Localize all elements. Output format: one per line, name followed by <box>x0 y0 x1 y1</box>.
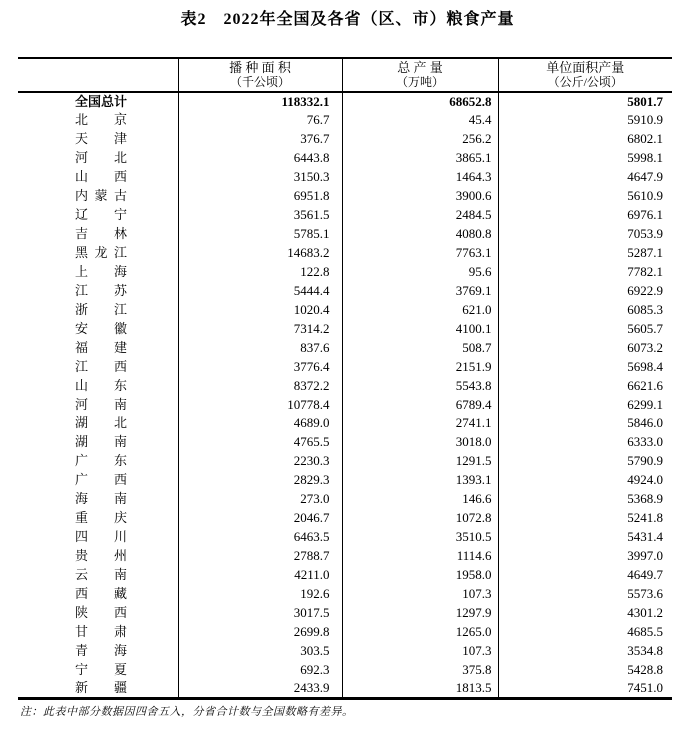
header-blank-cell <box>18 58 178 92</box>
province-name: 青海 <box>75 642 127 658</box>
province-row <box>18 509 672 528</box>
unit-yield-cell: 4685.5 <box>627 623 663 639</box>
province-name-cell <box>18 376 178 395</box>
province-name: 重庆 <box>75 510 127 526</box>
province-row <box>18 263 672 282</box>
total-output-cell: 107.3 <box>342 584 498 603</box>
province-row <box>18 376 672 395</box>
province-name: 湖北 <box>75 415 127 431</box>
province-name-cell <box>18 300 178 319</box>
total-output-cell: 3510.5 <box>342 528 498 547</box>
province-row <box>18 471 672 490</box>
table-body <box>18 92 672 699</box>
province-name-cell <box>18 244 178 263</box>
sown-area-cell: 3017.5 <box>178 603 342 622</box>
unit-yield-cell: 5368.9 <box>627 491 663 507</box>
total-output-cell: 5543.8 <box>342 376 498 395</box>
total-output-cell: 3865.1 <box>342 149 498 168</box>
total-output-cell: 508.7 <box>342 338 498 357</box>
sown-area-cell: 122.8 <box>178 263 342 282</box>
province-name: 西藏 <box>75 585 127 601</box>
province-name-cell <box>18 187 178 206</box>
province-row <box>18 528 672 547</box>
total-output-cell: 146.6 <box>342 490 498 509</box>
total-output-cell: 621.0 <box>342 300 498 319</box>
sown-area-cell: 4765.5 <box>178 433 342 452</box>
unit-yield-cell: 6299.1 <box>627 396 663 412</box>
province-name-cell <box>18 338 178 357</box>
province-row <box>18 244 672 263</box>
unit-yield-cell: 5573.6 <box>627 585 663 601</box>
total-output-cell: 6789.4 <box>342 395 498 414</box>
unit-yield-cell: 5910.9 <box>627 112 663 128</box>
province-name-cell <box>18 433 178 452</box>
province-name: 山西 <box>75 169 127 185</box>
province-name: 海南 <box>75 491 127 507</box>
province-name-cell <box>18 414 178 433</box>
province-name-cell <box>18 206 178 225</box>
sown-area-cell: 4689.0 <box>178 414 342 433</box>
unit-yield-cell: 6802.1 <box>627 131 663 147</box>
province-name: 内蒙古 <box>75 188 127 204</box>
sown-area-cell: 7314.2 <box>178 319 342 338</box>
province-name: 河南 <box>75 396 127 412</box>
unit-yield-cell: 5241.8 <box>627 510 663 526</box>
total-output-cell: 1393.1 <box>342 471 498 490</box>
total-output-cell: 45.4 <box>342 111 498 130</box>
sown-area-cell: 192.6 <box>178 584 342 603</box>
province-name-cell <box>18 225 178 244</box>
sown-area-cell: 6443.8 <box>178 149 342 168</box>
province-name: 江苏 <box>75 282 127 298</box>
province-name: 湖南 <box>75 434 127 450</box>
sown-area-cell: 2046.7 <box>178 509 342 528</box>
province-row <box>18 338 672 357</box>
province-name: 北京 <box>75 112 127 128</box>
header-unit-yield-label: 单位面积产量 <box>546 60 625 75</box>
province-name-cell <box>18 547 178 566</box>
header-unit-yield-unit: （公斤/公顷） <box>547 75 623 89</box>
unit-yield-cell: 5998.1 <box>627 150 663 166</box>
sown-area-cell: 273.0 <box>178 490 342 509</box>
unit-yield-cell: 5428.8 <box>627 661 663 677</box>
unit-yield-cell: 5287.1 <box>627 245 663 261</box>
province-name-cell <box>18 263 178 282</box>
total-output-cell: 2741.1 <box>342 414 498 433</box>
unit-yield-cell: 7782.1 <box>627 263 663 279</box>
province-name: 江西 <box>75 358 127 374</box>
unit-yield-cell: 6333.0 <box>627 434 663 450</box>
province-name-cell <box>18 603 178 622</box>
province-row <box>18 300 672 319</box>
province-row <box>18 433 672 452</box>
unit-yield-cell: 6621.6 <box>627 377 663 393</box>
sown-area-cell: 5444.4 <box>178 281 342 300</box>
total-output-cell: 2484.5 <box>342 206 498 225</box>
province-name-cell <box>18 660 178 679</box>
province-row <box>18 206 672 225</box>
total-output-cell: 4100.1 <box>342 319 498 338</box>
province-name: 上海 <box>75 263 127 279</box>
province-name: 黑龙江 <box>75 245 127 261</box>
province-name: 辽宁 <box>75 207 127 223</box>
sown-area-cell: 14683.2 <box>178 244 342 263</box>
province-row <box>18 281 672 300</box>
province-row <box>18 566 672 585</box>
total-output-cell: 1813.5 <box>342 679 498 699</box>
province-name: 河北 <box>75 150 127 166</box>
total-output-cell: 1297.9 <box>342 603 498 622</box>
province-row <box>18 452 672 471</box>
province-name-cell <box>18 281 178 300</box>
province-name-cell <box>18 566 178 585</box>
unit-yield-cell: 6085.3 <box>627 301 663 317</box>
total-row <box>18 92 672 111</box>
header-sown-area <box>178 58 342 92</box>
province-name-cell <box>18 130 178 149</box>
province-row <box>18 641 672 660</box>
total-name: 全国总计 <box>75 94 128 109</box>
province-name-cell <box>18 528 178 547</box>
total-output-cell: 1958.0 <box>342 566 498 585</box>
sown-area-cell: 2433.9 <box>178 679 342 699</box>
unit-yield-cell: 4649.7 <box>627 566 663 582</box>
unit-yield-cell: 5846.0 <box>627 415 663 431</box>
province-name: 云南 <box>75 566 127 582</box>
province-name: 福建 <box>75 339 127 355</box>
province-row <box>18 547 672 566</box>
sown-area-cell: 8372.2 <box>178 376 342 395</box>
unit-yield-cell: 5605.7 <box>627 320 663 336</box>
province-name-cell <box>18 679 178 699</box>
unit-yield-cell: 4924.0 <box>627 472 663 488</box>
province-name-cell <box>18 319 178 338</box>
total-output-cell: 1072.8 <box>342 509 498 528</box>
province-name: 陕西 <box>75 604 127 620</box>
sown-area-cell: 4211.0 <box>178 566 342 585</box>
sown-area-cell: 10778.4 <box>178 395 342 414</box>
total-output-cell: 68652.8 <box>342 92 498 111</box>
province-name-cell <box>18 168 178 187</box>
total-output-cell: 3900.6 <box>342 187 498 206</box>
total-sown-area-cell: 118332.1 <box>178 92 342 111</box>
province-name: 新疆 <box>75 680 127 696</box>
sown-area-cell: 2230.3 <box>178 452 342 471</box>
header-row <box>18 58 672 92</box>
province-name-cell <box>18 584 178 603</box>
province-row <box>18 584 672 603</box>
total-output-cell: 2151.9 <box>342 357 498 376</box>
province-row <box>18 357 672 376</box>
unit-yield-cell: 5698.4 <box>627 358 663 374</box>
province-row <box>18 622 672 641</box>
province-name-cell <box>18 471 178 490</box>
province-name-cell <box>18 641 178 660</box>
total-output-cell: 1114.6 <box>342 547 498 566</box>
unit-yield-cell: 7053.9 <box>627 226 663 242</box>
footnote: 注：此表中部分数据因四舍五入，分省合计数与全国数略有差异。 <box>20 706 354 718</box>
province-name-cell <box>18 395 178 414</box>
sown-area-cell: 2699.8 <box>178 622 342 641</box>
sown-area-cell: 692.3 <box>178 660 342 679</box>
total-output-cell: 256.2 <box>342 130 498 149</box>
total-output-cell: 375.8 <box>342 660 498 679</box>
province-row <box>18 149 672 168</box>
total-output-cell: 1464.3 <box>342 168 498 187</box>
total-output-cell: 95.6 <box>342 263 498 282</box>
province-name: 四川 <box>75 529 127 545</box>
unit-yield-cell: 6073.2 <box>627 339 663 355</box>
unit-yield-cell: 3997.0 <box>627 548 663 564</box>
total-output-cell: 3769.1 <box>342 281 498 300</box>
total-output-cell: 7763.1 <box>342 244 498 263</box>
province-row <box>18 660 672 679</box>
header-sown-area-label: 播 种 面 积 <box>229 60 291 75</box>
province-name: 贵州 <box>75 548 127 564</box>
province-row <box>18 603 672 622</box>
province-name-cell <box>18 490 178 509</box>
province-name-cell <box>18 149 178 168</box>
province-name-cell <box>18 111 178 130</box>
sown-area-cell: 3150.3 <box>178 168 342 187</box>
province-row <box>18 130 672 149</box>
header-total-output <box>342 58 498 92</box>
total-yield-cell: 5801.7 <box>627 94 663 109</box>
province-name: 宁夏 <box>75 661 127 677</box>
sown-area-cell: 3776.4 <box>178 357 342 376</box>
page-title: 表2 2022年全国及各省（区、市）粮食产量 <box>180 11 515 28</box>
unit-yield-cell: 4647.9 <box>627 169 663 185</box>
header-total-output-label: 总 产 量 <box>397 60 443 75</box>
sown-area-cell: 376.7 <box>178 130 342 149</box>
unit-yield-cell: 5610.9 <box>627 188 663 204</box>
sown-area-cell: 2788.7 <box>178 547 342 566</box>
province-name: 吉林 <box>75 226 127 242</box>
province-row <box>18 319 672 338</box>
province-row <box>18 490 672 509</box>
province-name: 天津 <box>75 131 127 147</box>
sown-area-cell: 76.7 <box>178 111 342 130</box>
unit-yield-cell: 5431.4 <box>627 529 663 545</box>
province-name-cell <box>18 357 178 376</box>
province-name: 浙江 <box>75 301 127 317</box>
total-output-cell: 1291.5 <box>342 452 498 471</box>
unit-yield-cell: 3534.8 <box>627 642 663 658</box>
total-output-cell: 4080.8 <box>342 225 498 244</box>
total-output-cell: 3018.0 <box>342 433 498 452</box>
province-row <box>18 414 672 433</box>
unit-yield-cell: 5790.9 <box>627 453 663 469</box>
header-total-output-unit: （万吨） <box>395 75 444 89</box>
province-name-cell <box>18 509 178 528</box>
province-row <box>18 187 672 206</box>
unit-yield-cell: 7451.0 <box>627 680 663 696</box>
province-row <box>18 111 672 130</box>
sown-area-cell: 3561.5 <box>178 206 342 225</box>
sown-area-cell: 6951.8 <box>178 187 342 206</box>
sown-area-cell: 6463.5 <box>178 528 342 547</box>
total-name-cell <box>18 92 178 111</box>
sown-area-cell: 1020.4 <box>178 300 342 319</box>
province-row <box>18 679 672 699</box>
province-name: 广西 <box>75 472 127 488</box>
total-output-cell: 107.3 <box>342 641 498 660</box>
header-unit-yield <box>498 58 672 92</box>
province-name: 广东 <box>75 453 127 469</box>
sown-area-cell: 303.5 <box>178 641 342 660</box>
province-name: 安徽 <box>75 320 127 336</box>
total-output-cell: 1265.0 <box>342 622 498 641</box>
sown-area-cell: 837.6 <box>178 338 342 357</box>
province-name-cell <box>18 622 178 641</box>
province-row <box>18 225 672 244</box>
unit-yield-cell: 6976.1 <box>627 207 663 223</box>
province-name: 甘肃 <box>75 623 127 639</box>
sown-area-cell: 5785.1 <box>178 225 342 244</box>
grain-production-table <box>18 57 672 700</box>
header-sown-area-unit: （千公顷） <box>229 75 290 89</box>
unit-yield-cell: 6922.9 <box>627 282 663 298</box>
sown-area-cell: 2829.3 <box>178 471 342 490</box>
province-name-cell <box>18 452 178 471</box>
province-row <box>18 395 672 414</box>
unit-yield-cell: 4301.2 <box>627 604 663 620</box>
province-name: 山东 <box>75 377 127 393</box>
province-row <box>18 168 672 187</box>
